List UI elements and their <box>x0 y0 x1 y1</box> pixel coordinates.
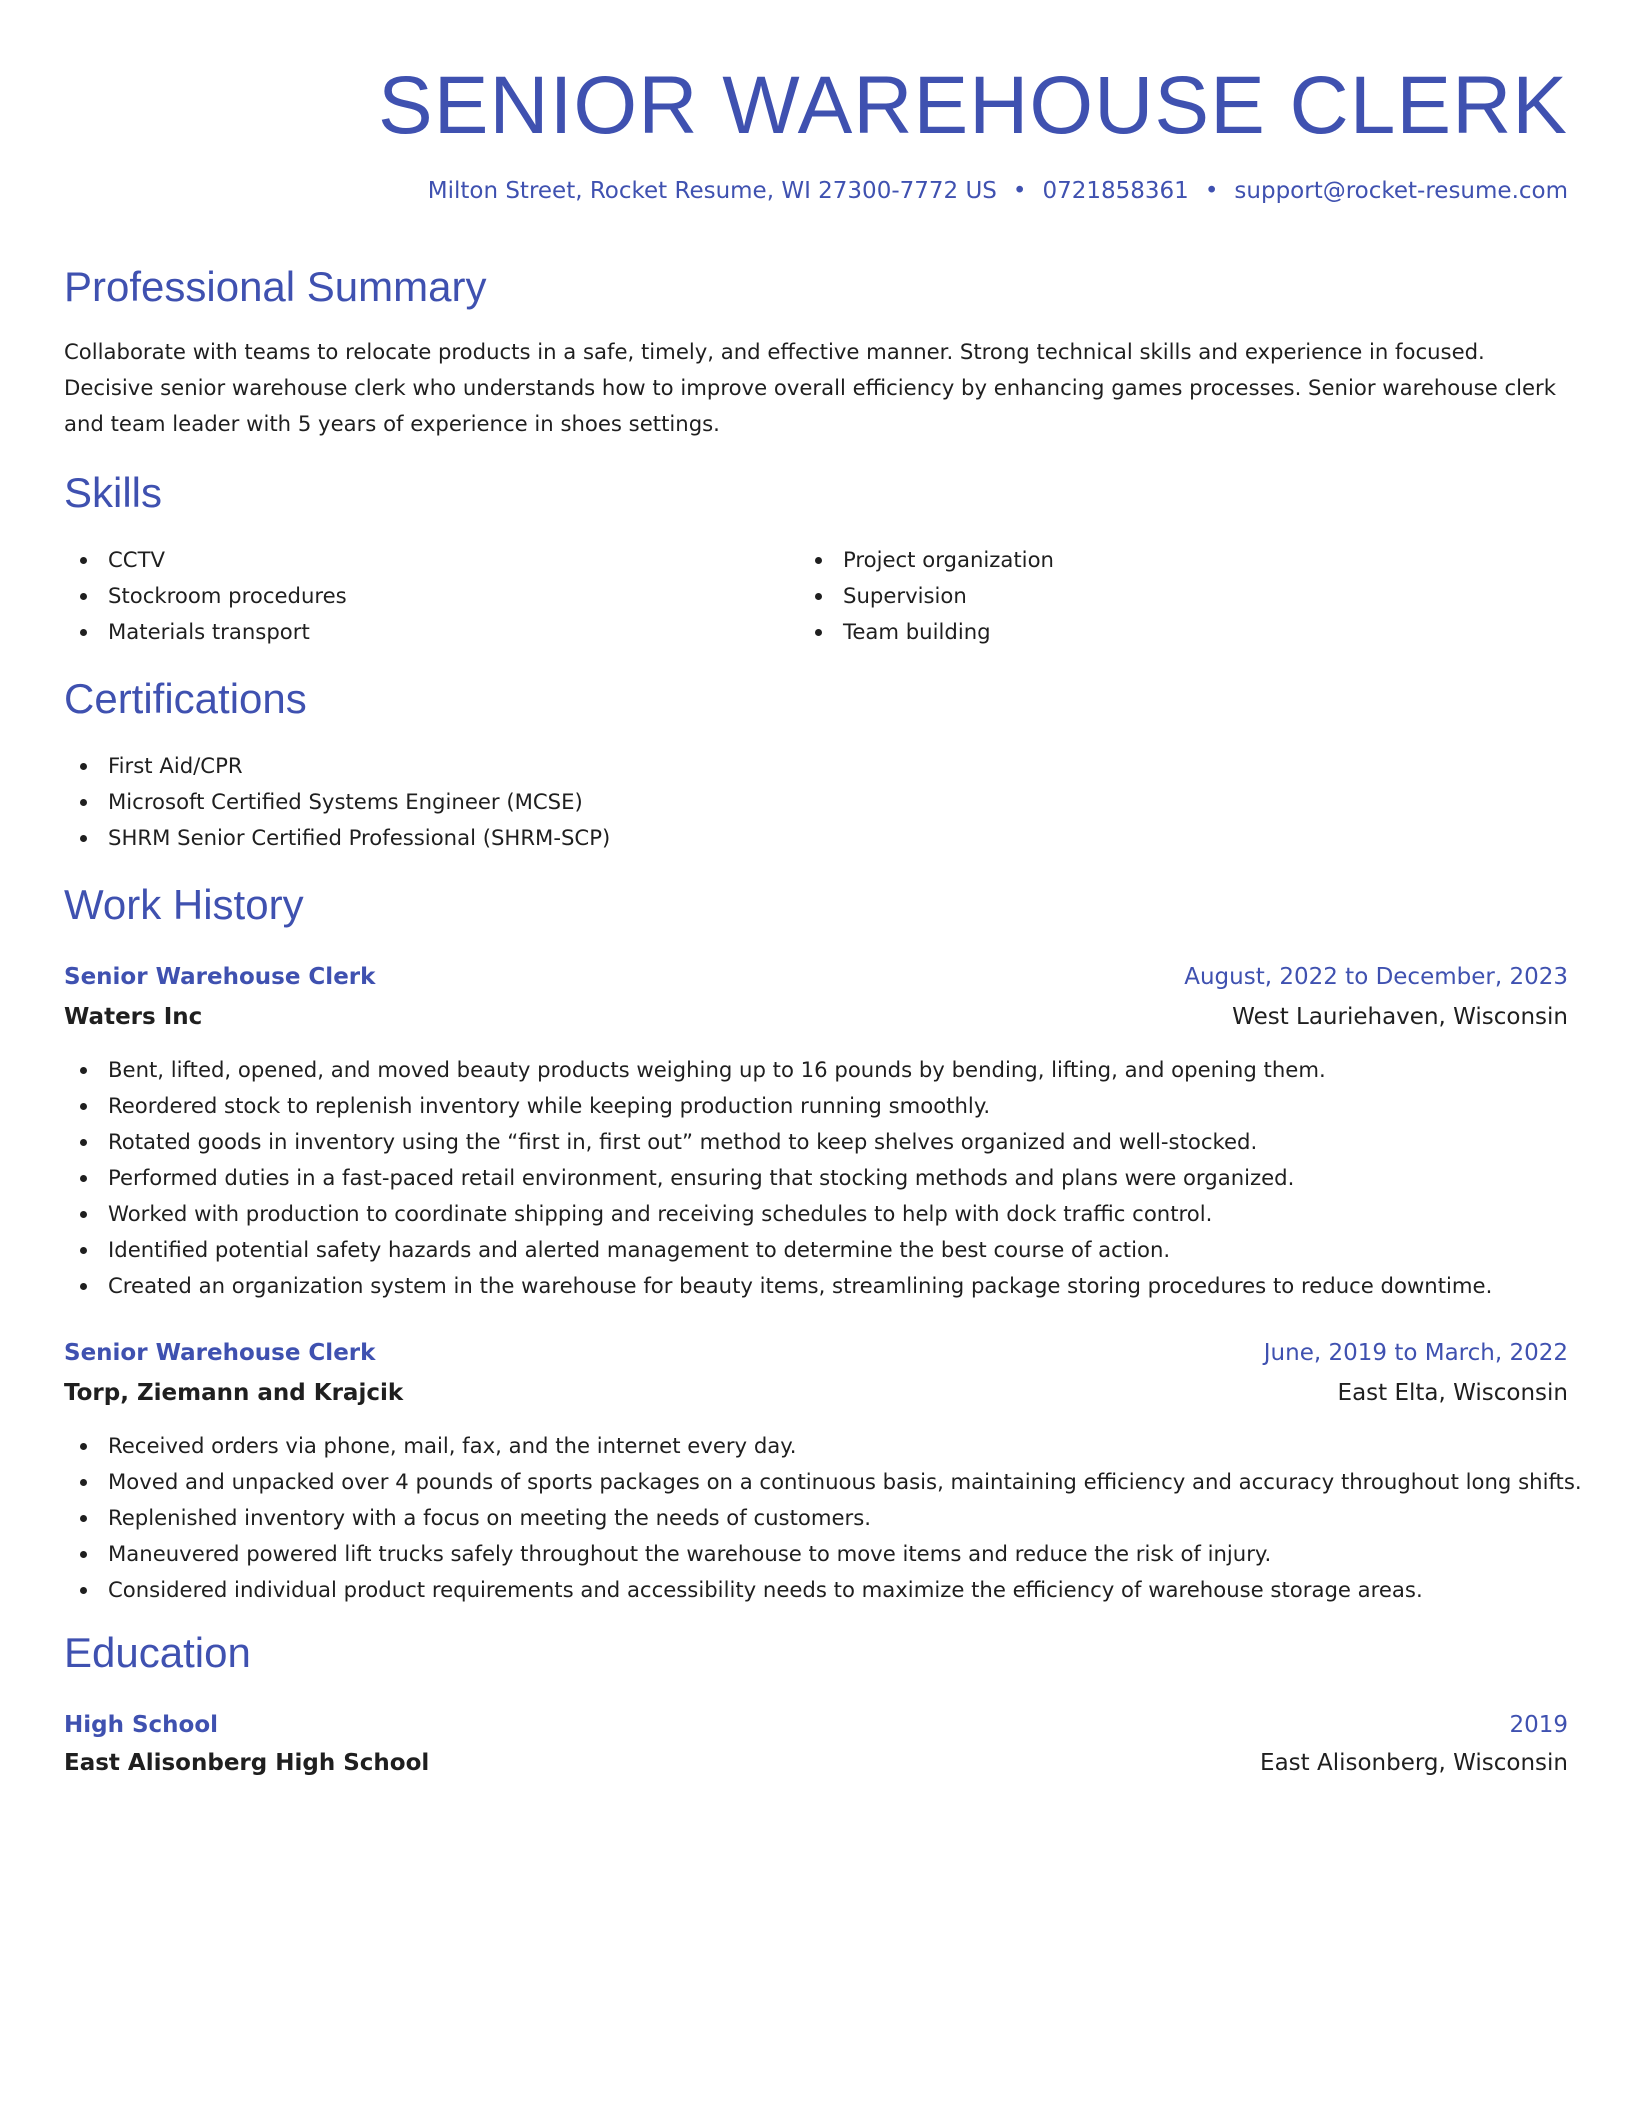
skills-column-left <box>64 542 804 650</box>
skill-item: Materials transport <box>64 614 804 650</box>
job-bullet: Replenished inventory with a focus on meeting the needs of customers. <box>64 1500 1568 1536</box>
job-bullet: Created an organization system in the warehouse for beauty items, streamlining package storing procedures to reduce downtime. <box>64 1268 1568 1304</box>
education-degree: High School <box>64 1712 219 1738</box>
job-location: East Elta, Wisconsin <box>1337 1380 1568 1406</box>
job-bullet: Worked with production to coordinate shipping and receiving schedules to help with dock traffic control. <box>64 1196 1568 1232</box>
certification-item: Microsoft Certified Systems Engineer (MCSE) <box>64 784 1568 820</box>
job-title: Senior Warehouse Clerk <box>64 964 376 990</box>
contact-phone: 0721858361 <box>1042 178 1189 204</box>
certification-item: First Aid/CPR <box>64 748 1568 784</box>
job-location: West Lauriehaven, Wisconsin <box>1232 1004 1568 1030</box>
section-title-summary: Professional Summary <box>64 263 487 310</box>
company-name: Torp, Ziemann and Krajcik <box>64 1380 404 1406</box>
job-bullet: Reordered stock to replenish inventory while keeping production running smoothly. <box>64 1088 1568 1124</box>
job-bullet: Bent, lifted, opened, and moved beauty products weighing up to 16 pounds by bending, lifting, and opening them. <box>64 1052 1568 1088</box>
job-dates: June, 2019 to March, 2022 <box>1263 1340 1568 1366</box>
job-bullet: Identified potential safety hazards and alerted management to determine the best course of action. <box>64 1232 1568 1268</box>
job-bullets <box>64 1052 1568 1304</box>
school-location: East Alisonberg, Wisconsin <box>1260 1750 1568 1776</box>
resume-page <box>64 0 1582 1776</box>
contact-separator: • <box>1012 178 1027 204</box>
job-bullet: Maneuvered powered lift trucks safely throughout the warehouse to move items and reduce the risk of injury. <box>64 1536 1568 1572</box>
summary-text: Collaborate with teams to relocate products in a safe, timely, and effective manner. Strong technical skills and experience in focused. Decisive senior warehouse clerk who understands how to improve overall efficiency by enhancing games processes. Senior warehouse clerk and team leader with 5 years of experience in shoes settings. <box>64 339 1557 436</box>
education-year: 2019 <box>1509 1712 1568 1738</box>
certification-item: SHRM Senior Certified Professional (SHRM-SCP) <box>64 820 1568 856</box>
certifications-list <box>64 748 1568 856</box>
skill-item: Supervision <box>799 578 1539 614</box>
section-title-skills: Skills <box>64 469 163 516</box>
section-title-work-history: Work History <box>64 881 304 928</box>
candidate-name: SENIOR WAREHOUSE CLERK <box>378 60 1568 151</box>
contact-address: Milton Street, Rocket Resume, WI 27300-7772 US <box>427 178 997 204</box>
section-title-certifications: Certifications <box>64 675 307 722</box>
section-title-education: Education <box>64 1629 251 1676</box>
skill-item: Stockroom procedures <box>64 578 804 614</box>
job-header <box>64 1336 1568 1370</box>
job-bullet: Received orders via phone, mail, fax, and the internet every day. <box>64 1428 1568 1464</box>
job-header <box>64 960 1568 994</box>
job-dates: August, 2022 to December, 2023 <box>1184 964 1568 990</box>
job-bullet: Moved and unpacked over 4 pounds of sports packages on a continuous basis, maintaining efficiency and accuracy throughout long shifts. <box>64 1464 1568 1500</box>
skills-column-right <box>799 542 1539 650</box>
skill-item: Team building <box>799 614 1539 650</box>
job-bullets <box>64 1428 1582 1608</box>
job-title: Senior Warehouse Clerk <box>64 1340 376 1366</box>
contact-email: support@rocket-resume.com <box>1234 178 1568 204</box>
education-school-row <box>64 1746 1568 1780</box>
contact-line <box>428 178 1568 204</box>
education-header <box>64 1708 1568 1742</box>
job-bullet: Performed duties in a fast-paced retail environment, ensuring that stocking methods and plans were organized. <box>64 1160 1568 1196</box>
job-employer <box>64 1000 1568 1034</box>
job-bullet: Considered individual product requirements and accessibility needs to maximize the efficiency of warehouse storage areas. <box>64 1572 1568 1608</box>
school-name: East Alisonberg High School <box>64 1750 430 1776</box>
job-bullet: Rotated goods in inventory using the “first in, first out” method to keep shelves organized and well-stocked. <box>64 1124 1568 1160</box>
contact-separator: • <box>1204 178 1219 204</box>
job-employer <box>64 1376 1568 1410</box>
company-name: Waters Inc <box>64 1004 203 1030</box>
skill-item: Project organization <box>799 542 1539 578</box>
skill-item: CCTV <box>64 542 804 578</box>
